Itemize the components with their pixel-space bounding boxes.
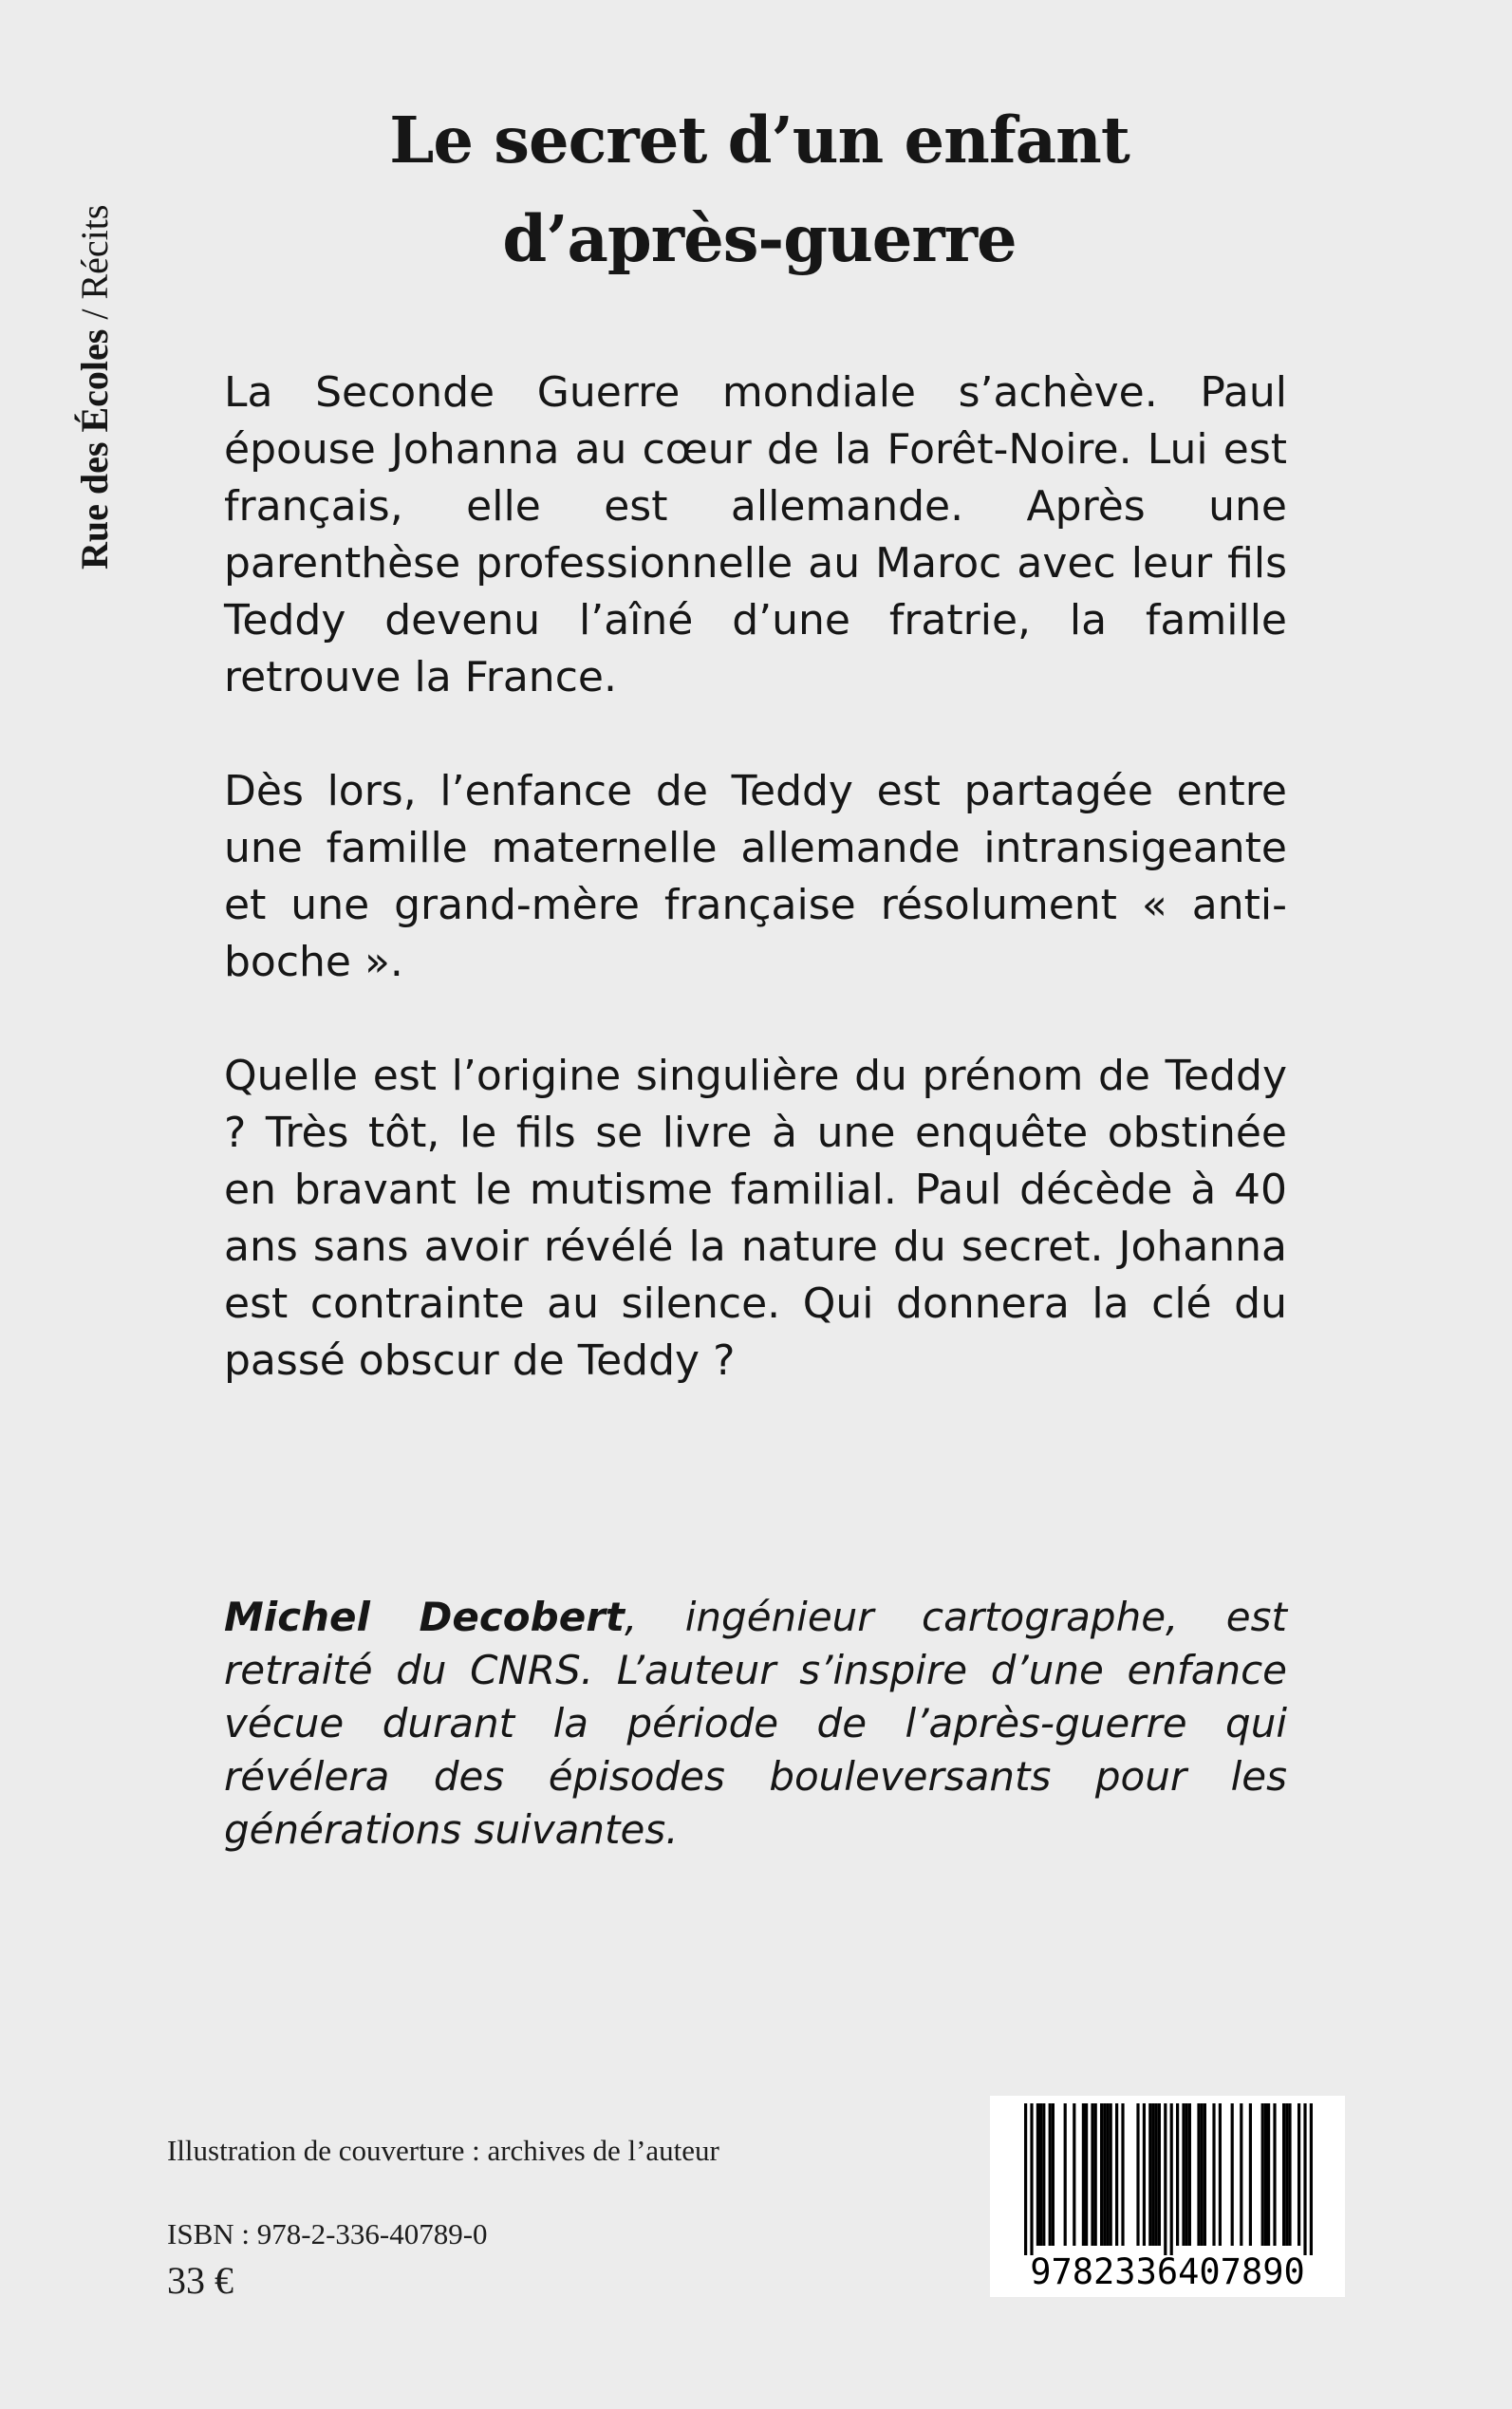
barcode-bar xyxy=(1148,2103,1151,2246)
title-line-1: Le secret d’un enfant xyxy=(389,103,1129,177)
barcode-bar xyxy=(1261,2103,1264,2246)
barcode-bar xyxy=(1158,2103,1161,2246)
barcode-bar xyxy=(1264,2103,1267,2246)
barcode-bar xyxy=(1231,2103,1234,2246)
barcode-bar xyxy=(1297,2103,1300,2246)
collection-name: Rue des Écoles xyxy=(73,328,116,570)
spine-separator: / xyxy=(73,299,116,329)
barcode-bar xyxy=(1073,2103,1075,2246)
barcode-bar xyxy=(1282,2103,1285,2246)
barcode-bar xyxy=(1036,2103,1039,2246)
barcode-bar xyxy=(1082,2103,1085,2246)
barcode-bar xyxy=(1136,2103,1139,2246)
barcode-bar xyxy=(1085,2103,1088,2246)
book-title xyxy=(285,91,1234,289)
illustration-credit: Illustration de couverture : archives de l’auteur xyxy=(167,2134,719,2167)
series-name: Récits xyxy=(73,204,116,300)
barcode-bar xyxy=(1249,2103,1252,2246)
barcode-bar xyxy=(1094,2103,1097,2246)
author-bio-text: , ingénieur cartographe, est retraité du CNRS. L’auteur s’inspire d’une enfance vécue durant la période de l’après-guerre qui révélera des épisodes bouleversants pour les générations suivantes. xyxy=(224,1594,1287,1853)
barcode-bar xyxy=(1024,2103,1027,2255)
barcode-bar xyxy=(1188,2103,1191,2246)
barcode-bar xyxy=(1103,2103,1106,2246)
isbn-number: ISBN : 978-2-336-40789-0 xyxy=(167,2217,488,2250)
barcode-bar xyxy=(1240,2103,1242,2246)
back-cover-blurb xyxy=(224,364,1287,1447)
barcode-bar xyxy=(1143,2103,1146,2246)
barcode-bar xyxy=(1182,2103,1185,2246)
barcode-bar xyxy=(1110,2103,1112,2246)
barcode-bar xyxy=(1303,2103,1306,2255)
barcode-bar xyxy=(1310,2103,1313,2255)
title-line-2: d’après-guerre xyxy=(502,201,1017,276)
author-bio xyxy=(224,1591,1287,1857)
barcode-bar xyxy=(1121,2103,1124,2246)
barcode-bar xyxy=(1039,2103,1042,2246)
barcode-bar xyxy=(1204,2103,1206,2246)
barcode-bar xyxy=(1042,2103,1045,2246)
barcode-bar xyxy=(1288,2103,1291,2246)
barcode-bar xyxy=(1201,2103,1204,2246)
barcode-bar xyxy=(1212,2103,1215,2246)
blurb-paragraph-1: La Seconde Guerre mondiale s’achève. Paul épouse Johanna au cœur de la Forêt-Noire. Lui est français, elle est allemande. Après une parenthèse professionnelle au Maroc avec leur fils Teddy devenu l’aîné d’une fratrie, la famille retrouve la France. xyxy=(224,368,1287,701)
barcode-bar xyxy=(1185,2103,1188,2246)
barcode-bar xyxy=(1064,2103,1067,2246)
barcode-bar xyxy=(1030,2103,1033,2255)
barcode-bar xyxy=(1115,2103,1118,2246)
barcode-bar xyxy=(1164,2103,1167,2255)
barcode-bar xyxy=(1170,2103,1173,2255)
barcode-bar xyxy=(1049,2103,1052,2246)
barcode-bar xyxy=(1052,2103,1055,2246)
barcode-bar xyxy=(1197,2103,1200,2246)
book-price: 33 € xyxy=(167,2259,233,2302)
blurb-paragraph-3: Quelle est l’origine singulière du prénom de Teddy ? Très tôt, le fils se livre à une enquête obstinée en bravant le mutisme familial. Paul décède à 40 ans sans avoir révélé la nature du secret. Johanna est contrainte au silence. Qui donnera la clé du passé obscur de Teddy ? xyxy=(224,1052,1287,1385)
barcode-bar xyxy=(1219,2103,1222,2246)
author-name: Michel Decobert xyxy=(224,1594,625,1640)
barcode-bar xyxy=(1176,2103,1179,2246)
publication-credits xyxy=(167,2132,719,2305)
barcode-bar xyxy=(1273,2103,1276,2246)
barcode-bar xyxy=(1285,2103,1288,2246)
barcode-bar xyxy=(1151,2103,1154,2246)
barcode xyxy=(990,2096,1345,2297)
barcode-bar xyxy=(1106,2103,1109,2246)
barcode-bar xyxy=(1091,2103,1093,2246)
barcode-digits: 9782336407890 xyxy=(1030,2251,1305,2292)
blurb-paragraph-2: Dès lors, l’enfance de Teddy est partagée entre une famille maternelle allemande intransigeante et une grand-mère française résolument « anti-boche ». xyxy=(224,767,1287,986)
barcode-bar xyxy=(1267,2103,1270,2246)
barcode-bar xyxy=(1100,2103,1103,2246)
barcode-bar xyxy=(1155,2103,1158,2246)
